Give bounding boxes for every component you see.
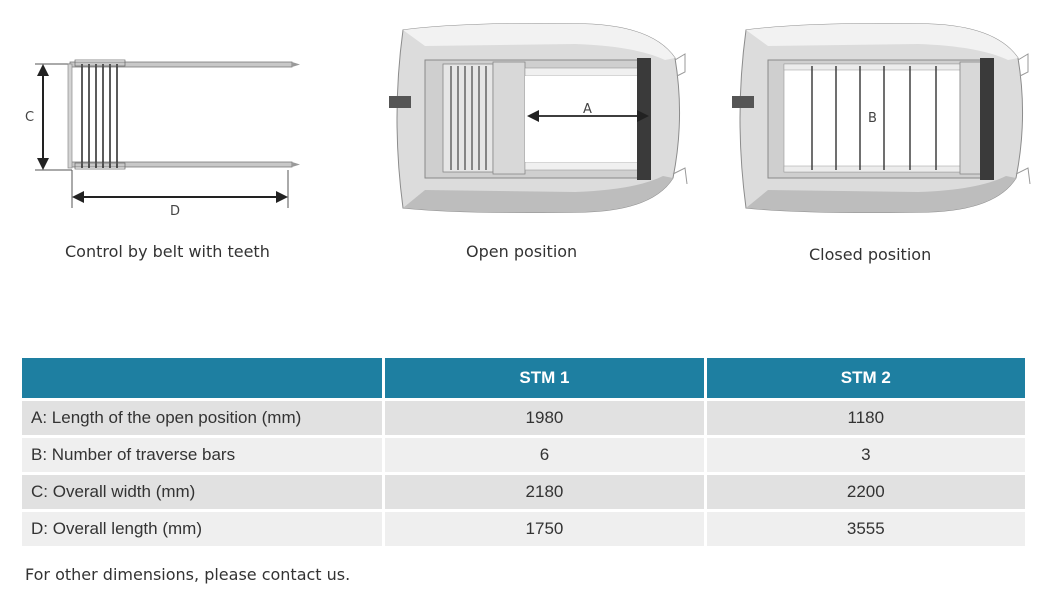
stm1-value: 1750 [385, 512, 706, 549]
belt-caption: Control by belt with teeth [65, 242, 270, 261]
stm2-value: 2200 [707, 475, 1025, 512]
row-label: A: Length of the open position (mm) [22, 401, 385, 438]
table-row [22, 401, 1025, 438]
dim-d-label: D [170, 204, 181, 219]
dim-a-label: A [583, 102, 592, 117]
stm2-value: 3 [707, 438, 1025, 475]
stm1-value: 2180 [385, 475, 706, 512]
table-header-row [22, 358, 1025, 401]
dim-b-label: B [868, 111, 877, 126]
table-row [22, 438, 1025, 475]
header-empty-cell [22, 358, 385, 401]
belt-control-diagram [20, 50, 310, 220]
stm2-value: 3555 [707, 512, 1025, 549]
header-stm1: STM 1 [385, 358, 706, 401]
closed-caption: Closed position [809, 245, 932, 264]
open-position-diagram [385, 18, 695, 218]
open-caption: Open position [466, 242, 578, 261]
closed-position-diagram [728, 18, 1038, 218]
stm1-value: 6 [385, 438, 706, 475]
row-label: B: Number of traverse bars [22, 438, 385, 475]
row-label: C: Overall width (mm) [22, 475, 385, 512]
stm2-value: 1180 [707, 401, 1025, 438]
dim-c-label: C [25, 110, 35, 125]
contact-footnote: For other dimensions, please contact us. [25, 565, 351, 584]
table-row [22, 512, 1025, 549]
header-stm2: STM 2 [707, 358, 1025, 401]
table-row [22, 475, 1025, 512]
specification-table [22, 358, 1025, 549]
stm1-value: 1980 [385, 401, 706, 438]
row-label: D: Overall length (mm) [22, 512, 385, 549]
